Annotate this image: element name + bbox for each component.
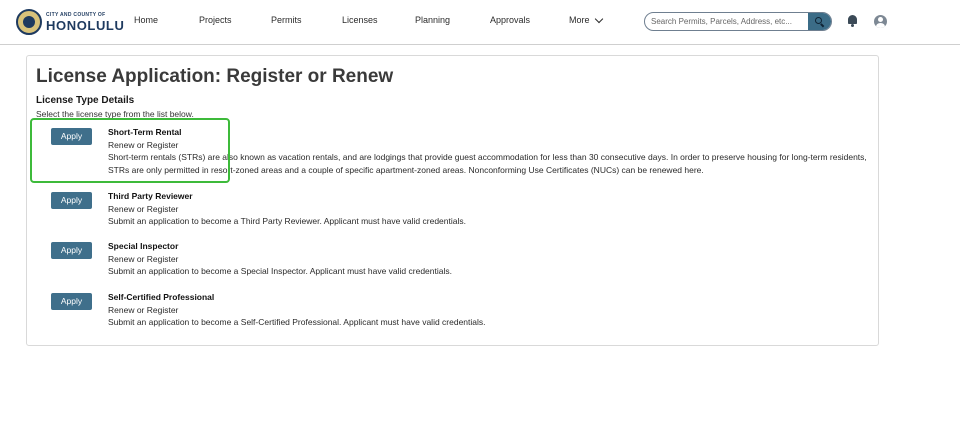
nav-approvals[interactable]: Approvals [490,15,531,25]
page-title: License Application: Register or Renew [36,66,394,87]
section-description: Select the license type from the list below. [36,109,194,119]
license-description: Submit an application to become a Self-Certified Professional. Applicant must have valid credentials. [108,317,486,327]
license-subtitle: Renew or Register [108,203,179,214]
license-description: Submit an application to become a Third Party Reviewer. Applicant must have valid credentials. [108,216,466,226]
city-seal-icon [16,9,42,35]
license-text [108,126,888,176]
nav-projects[interactable]: Projects [199,15,232,25]
search-button[interactable] [808,13,831,30]
logo-small-text: CITY AND COUNTY OF [46,11,106,18]
license-subtitle: Renew or Register [108,139,179,150]
license-name: Third Party Reviewer [108,191,193,201]
nav-more[interactable] [569,15,602,25]
license-application-card [26,55,879,346]
search-box [644,12,832,31]
top-header [0,0,960,45]
license-description: Short-term rentals (STRs) are also known as vacation rentals, and are lodgings that provide guest accommodation for less than 30 consecutive days. In order to preserve housing for long-term residents, STRs are only permitted in resort-zoned areas and a couple of specific apartment-zoned areas. Nonconforming Use Certificates (NUCs) can be renewed here. [108,152,867,175]
license-name: Self-Certified Professional [108,292,215,302]
nav-licenses[interactable]: Licenses [342,15,378,25]
apply-button-third-party-reviewer[interactable]: Apply [51,192,92,209]
license-text [108,291,888,329]
logo-text [46,13,124,32]
license-text [108,190,888,228]
apply-button-self-certified-professional[interactable]: Apply [51,293,92,310]
license-subtitle: Renew or Register [108,253,179,264]
bell-body [848,15,857,24]
bell-clapper [851,24,854,27]
chevron-down-icon [594,14,602,22]
section-title: License Type Details [36,95,135,106]
license-name: Special Inspector [108,241,179,251]
logo-big-text: HONOLULU [46,17,125,33]
nav-permits[interactable]: Permits [271,15,302,25]
nav-home[interactable]: Home [134,15,159,25]
bell-icon[interactable] [847,15,858,27]
license-text [108,240,888,278]
search-input[interactable] [645,13,810,30]
search-icon [815,17,824,26]
apply-button-special-inspector[interactable]: Apply [51,242,92,259]
user-avatar-icon[interactable] [874,15,887,28]
nav-more-label: More [569,15,590,25]
license-subtitle: Renew or Register [108,304,179,315]
license-name: Short-Term Rental [108,127,182,137]
city-logo[interactable] [16,6,125,38]
nav-planning[interactable]: Planning [415,15,451,25]
license-description: Submit an application to become a Special Inspector. Applicant must have valid credentials. [108,266,452,276]
apply-button-short-term-rental[interactable]: Apply [51,128,92,145]
